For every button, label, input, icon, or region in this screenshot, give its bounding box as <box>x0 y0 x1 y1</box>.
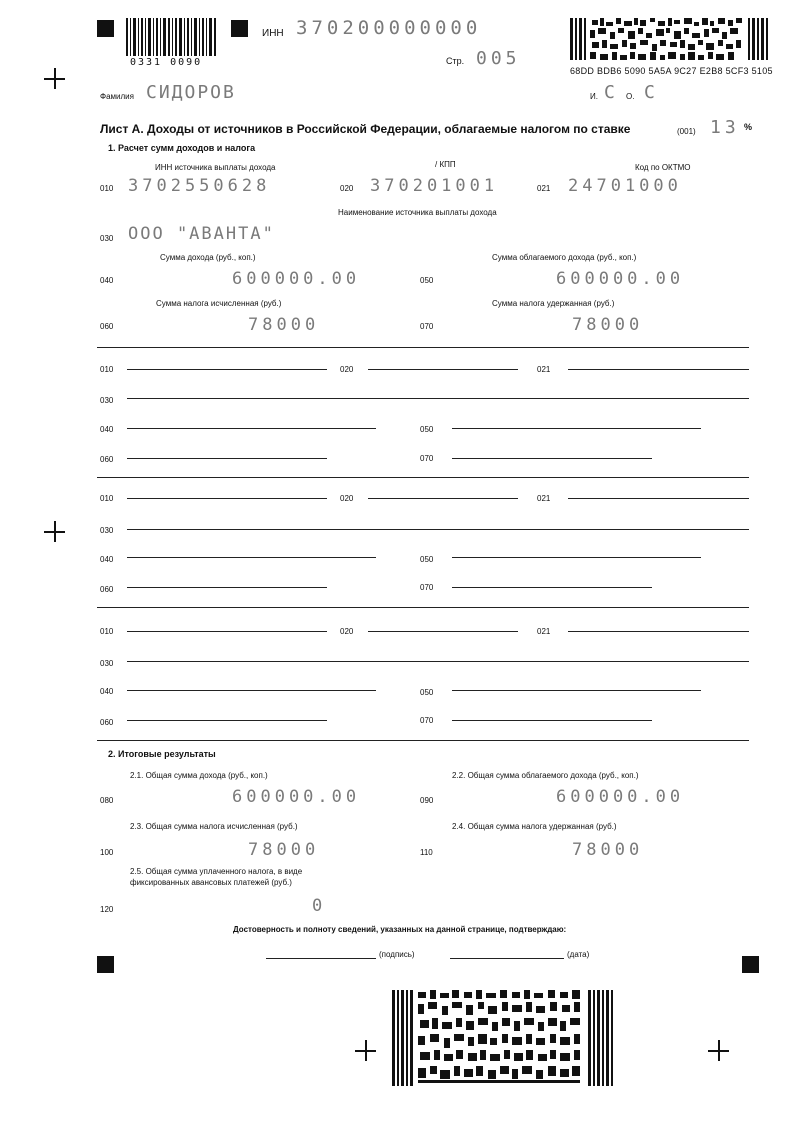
code-060: 060 <box>100 455 114 464</box>
code-020: 020 <box>340 494 354 503</box>
section1-title: 1. Расчет сумм доходов и налога <box>108 143 256 153</box>
code-021: 021 <box>537 627 551 636</box>
fixed-advance-label-line2: фиксированных авансовых платежей (руб.) <box>130 878 292 887</box>
date-line <box>450 958 564 959</box>
registration-mark <box>97 20 114 37</box>
field-line <box>127 661 749 662</box>
taxable-income-value: 600000.00 <box>556 269 685 289</box>
code-030: 030 <box>100 526 114 535</box>
code-050: 050 <box>420 276 434 285</box>
oktmo-value: 24701000 <box>568 176 682 196</box>
inn-source-label: ИНН источника выплаты дохода <box>155 163 276 172</box>
crosshair-mark <box>355 1040 376 1061</box>
kpp-value: 370201001 <box>370 176 499 196</box>
tax-withheld-label: Сумма налога удержанная (руб.) <box>492 299 615 308</box>
total-tax-calculated-value: 78000 <box>248 840 320 860</box>
code-010: 010 <box>100 627 114 636</box>
field-line <box>127 690 376 691</box>
total-tax-withheld-value: 78000 <box>572 840 644 860</box>
code-040: 040 <box>100 276 114 285</box>
crosshair-mark <box>44 68 65 89</box>
linear-barcode <box>126 18 216 56</box>
field-line <box>568 498 749 499</box>
total-taxable-income-value: 600000.00 <box>556 787 685 807</box>
field-line <box>127 557 376 558</box>
totals-title: 2. Итоговые результаты <box>108 749 216 759</box>
field-line <box>368 631 518 632</box>
rate-value: 13 <box>710 117 740 138</box>
field-line <box>452 690 701 691</box>
tax-calculated-label: Сумма налога исчисленная (руб.) <box>156 299 282 308</box>
rate-code: (001) <box>677 127 696 136</box>
signature-label: (подпись) <box>379 950 415 959</box>
code-021: 021 <box>537 494 551 503</box>
field-line <box>452 557 701 558</box>
field-line <box>368 498 518 499</box>
source-name-value: ООО "АВАНТА" <box>128 224 275 244</box>
code-030: 030 <box>100 659 114 668</box>
code-030: 030 <box>100 396 114 405</box>
field-line <box>127 428 376 429</box>
income-sum-label: Сумма дохода (руб., коп.) <box>160 253 256 262</box>
total-income-label: 2.1. Общая сумма дохода (руб., коп.) <box>130 771 268 780</box>
field-line <box>452 587 652 588</box>
field-line <box>127 631 327 632</box>
rate-unit: % <box>744 122 753 132</box>
section-divider <box>97 477 749 478</box>
page-label: Стр. <box>446 56 465 66</box>
field-line <box>127 398 749 399</box>
code-060: 060 <box>100 718 114 727</box>
field-line <box>452 458 652 459</box>
code-020: 020 <box>340 365 354 374</box>
total-tax-withheld-label: 2.4. Общая сумма налога удержанная (руб.) <box>452 822 617 831</box>
code-010: 010 <box>100 494 114 503</box>
section-divider <box>97 740 749 741</box>
field-line <box>127 498 327 499</box>
registration-mark <box>742 956 759 973</box>
code-040: 040 <box>100 687 114 696</box>
field-line <box>568 369 749 370</box>
code-060: 060 <box>100 585 114 594</box>
date-label: (дата) <box>567 950 590 959</box>
signature-line <box>266 958 376 959</box>
total-income-value: 600000.00 <box>232 787 361 807</box>
code-080: 080 <box>100 796 114 805</box>
field-line <box>452 720 652 721</box>
code-070: 070 <box>420 322 434 331</box>
inn-value: 370200000000 <box>296 17 482 39</box>
section-divider <box>97 347 749 348</box>
code-110: 110 <box>420 848 433 857</box>
source-inn-value: 3702550628 <box>128 176 271 196</box>
initial-patronymic: С <box>644 82 659 103</box>
surname-value: СИДОРОВ <box>146 82 236 103</box>
code-090: 090 <box>420 796 434 805</box>
code-021: 021 <box>537 184 551 193</box>
field-line <box>127 458 327 459</box>
code-070: 070 <box>420 454 434 463</box>
code-030: 030 <box>100 234 114 243</box>
code-021: 021 <box>537 365 551 374</box>
code-120: 120 <box>100 905 114 914</box>
field-line <box>127 720 327 721</box>
code-020: 020 <box>340 184 354 193</box>
code-050: 050 <box>420 425 434 434</box>
initials-label: И. <box>590 92 598 101</box>
field-line <box>368 369 518 370</box>
code-070: 070 <box>420 583 434 592</box>
code-070: 070 <box>420 716 434 725</box>
code-100: 100 <box>100 848 114 857</box>
total-taxable-income-label: 2.2. Общая сумма облагаемого дохода (руб., коп.) <box>452 771 639 780</box>
surname-label: Фамилия <box>100 92 134 101</box>
tax-calculated-value: 78000 <box>248 315 320 335</box>
sheet-title: Лист А. Доходы от источников в Российской Федерации, облагаемые налогом по ставке <box>100 122 631 136</box>
kpp-label: / КПП <box>435 160 456 169</box>
code-040: 040 <box>100 555 114 564</box>
fixed-advance-value: 0 <box>312 896 327 916</box>
fixed-advance-label-line1: 2.5. Общая сумма уплаченного налога, в виде <box>130 867 303 876</box>
page-value: 005 <box>476 48 521 69</box>
code-060: 060 <box>100 322 114 331</box>
field-line <box>127 587 327 588</box>
registration-mark <box>231 20 248 37</box>
code-010: 010 <box>100 365 114 374</box>
section-divider <box>97 607 749 608</box>
tax-withheld-value: 78000 <box>572 315 644 335</box>
total-tax-calculated-label: 2.3. Общая сумма налога исчисленная (руб.) <box>130 822 298 831</box>
crosshair-mark <box>44 521 65 542</box>
hash-code: 68DD BDB6 5090 5A5A 9C27 E2B8 5CF3 5105 <box>570 66 773 76</box>
crosshair-mark <box>708 1040 729 1061</box>
2d-barcode <box>570 18 770 60</box>
inn-label: ИНН <box>262 28 284 39</box>
patronymic-label: О. <box>626 92 635 101</box>
code-050: 050 <box>420 688 434 697</box>
oktmo-label: Код по ОКТМО <box>635 163 691 172</box>
initial-first: С <box>604 82 619 103</box>
code-050: 050 <box>420 555 434 564</box>
source-name-label: Наименование источника выплаты дохода <box>338 208 497 217</box>
code-020: 020 <box>340 627 354 636</box>
confirmation-text: Достоверность и полноту сведений, указанных на данной странице, подтверждаю: <box>233 925 567 934</box>
taxable-income-label: Сумма облагаемого дохода (руб., коп.) <box>492 253 637 262</box>
field-line <box>568 631 749 632</box>
income-value: 600000.00 <box>232 269 361 289</box>
field-line <box>452 428 701 429</box>
bottom-2d-barcode <box>392 990 617 1086</box>
code-010: 010 <box>100 184 114 193</box>
registration-mark <box>97 956 114 973</box>
barcode-number: 0331 0090 <box>130 57 203 68</box>
field-line <box>127 369 327 370</box>
code-040: 040 <box>100 425 114 434</box>
field-line <box>127 529 749 530</box>
